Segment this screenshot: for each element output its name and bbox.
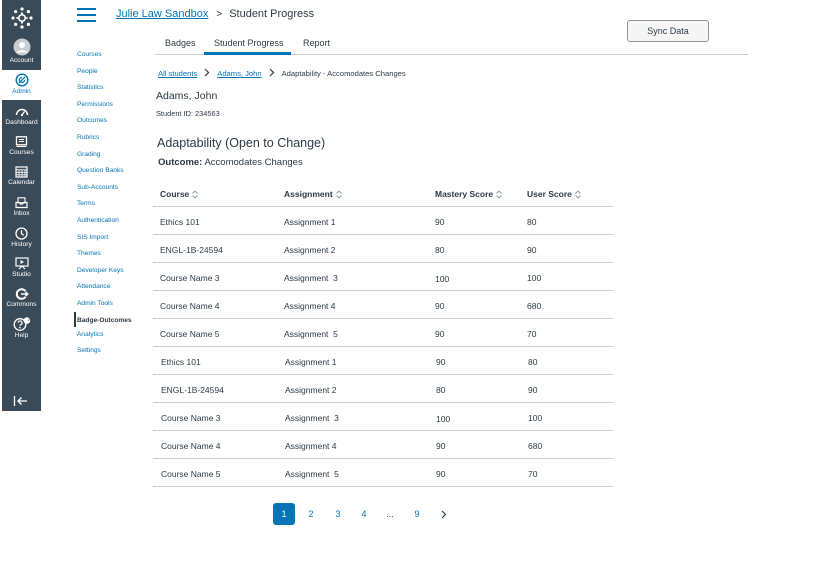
- next-page-icon[interactable]: [437, 503, 451, 525]
- subnav-sub-accounts[interactable]: Sub-Accounts: [77, 184, 119, 191]
- subnav-sis-import[interactable]: SIS Import: [77, 234, 109, 241]
- cell-mastery-score: 90: [436, 469, 446, 479]
- column-header-label: User Score: [527, 189, 572, 199]
- breadcrumb-all-students-link[interactable]: All students: [158, 69, 198, 78]
- column-header-label: Course: [160, 189, 190, 199]
- column-header-assignment[interactable]: [284, 189, 342, 199]
- nav-admin[interactable]: [2, 70, 41, 100]
- tab-report[interactable]: Report: [303, 38, 331, 48]
- table-row: [153, 459, 613, 487]
- cell-mastery-score: 80: [436, 385, 446, 395]
- courses-icon: [15, 136, 28, 148]
- chevron-right-icon: [204, 68, 210, 79]
- help-badge: 7: [27, 317, 31, 323]
- nav-account[interactable]: [2, 38, 41, 68]
- history-icon: [15, 227, 28, 240]
- cell-mastery-score: 90: [435, 217, 445, 227]
- breadcrumb-current: Student Progress: [229, 8, 315, 20]
- nav-history-label: History: [11, 241, 32, 248]
- cell-user-score: 70: [528, 469, 538, 479]
- subnav-analytics[interactable]: Analytics: [77, 331, 104, 338]
- cell-mastery-score: 90: [435, 329, 445, 339]
- cell-user-score: 70: [527, 329, 537, 339]
- page-button-3[interactable]: 3: [335, 509, 341, 519]
- cell-course: Ethics 101: [161, 357, 201, 367]
- subnav-permissions[interactable]: Permissions: [77, 101, 113, 108]
- studio-icon: [15, 257, 29, 270]
- student-id-label: Student ID:: [156, 109, 193, 118]
- subnav-courses[interactable]: Courses: [77, 51, 102, 58]
- column-header-mastery-score[interactable]: [435, 189, 502, 199]
- subnav-outcomes[interactable]: Outcomes: [77, 117, 108, 124]
- cell-course: Course Name 5: [161, 469, 221, 479]
- cell-course: ENGL-1B-24594: [160, 245, 223, 255]
- nav-courses[interactable]: [2, 136, 41, 162]
- cell-assignment: Assignment 5: [284, 329, 338, 339]
- nav-history[interactable]: [2, 227, 41, 253]
- nav-help[interactable]: [2, 317, 41, 343]
- column-header-label: Assignment: [284, 189, 333, 199]
- cell-course: Course Name 3: [160, 273, 220, 283]
- page-button-4[interactable]: 4: [361, 509, 367, 519]
- cell-mastery-score: 80: [435, 245, 445, 255]
- cell-user-score: 90: [527, 245, 537, 255]
- student-breadcrumb: [158, 68, 406, 79]
- nav-help-label: Help: [14, 332, 29, 339]
- cell-mastery-score: 100: [435, 274, 450, 284]
- subnav-admin-tools[interactable]: Admin Tools: [77, 300, 113, 307]
- tab-student-progress[interactable]: Student Progress: [214, 38, 284, 48]
- sort-icon: [496, 190, 502, 199]
- table-row: [153, 347, 613, 375]
- table-row: [153, 403, 613, 431]
- nav-courses-label: Courses: [9, 149, 34, 156]
- table-row: [153, 431, 613, 459]
- table-row: [153, 375, 613, 403]
- cell-assignment: Assignment 3: [285, 413, 339, 423]
- table-row: [153, 291, 613, 319]
- admin-icon: [15, 73, 29, 87]
- cell-mastery-score: 90: [435, 301, 445, 311]
- breadcrumb-current-outcome: Adaptability - Accomodates Changes: [281, 69, 406, 78]
- subnav-attendance[interactable]: Attendance: [77, 283, 111, 290]
- student-id-value: 234563: [195, 109, 220, 118]
- tab-bar: [155, 35, 748, 55]
- sort-icon: [575, 190, 581, 199]
- canvas-logo-icon[interactable]: [2, 2, 41, 34]
- hamburger-menu-icon[interactable]: [77, 8, 96, 22]
- sort-icon: [336, 190, 342, 199]
- breadcrumb-student-link[interactable]: Adams, John: [217, 69, 262, 78]
- outcome-value: Accomodates Changes: [204, 157, 303, 168]
- subnav-active-indicator: [74, 312, 76, 327]
- nav-studio-label: Studio: [12, 271, 31, 278]
- cell-assignment: Assignment 2: [285, 385, 337, 395]
- nav-admin-label: Admin: [12, 88, 31, 95]
- subnav-question-banks[interactable]: Question Banks: [77, 167, 124, 174]
- cell-course: ENGL-1B-24594: [161, 385, 224, 395]
- subnav-authentication[interactable]: Authentication: [77, 217, 119, 224]
- page-ellipsis: ...: [386, 509, 394, 519]
- nav-inbox[interactable]: [2, 197, 41, 223]
- cell-assignment: Assignment 5: [285, 469, 339, 479]
- cell-mastery-score: 90: [436, 441, 446, 451]
- cell-course: Course Name 4: [160, 301, 220, 311]
- tab-badges[interactable]: Badges: [165, 38, 196, 48]
- subnav-terms[interactable]: Terms: [77, 200, 95, 207]
- cell-user-score: 80: [527, 217, 537, 227]
- column-header-label: Mastery Score: [435, 189, 494, 199]
- cell-user-score: 90: [528, 385, 538, 395]
- page-button-1[interactable]: 1: [273, 503, 295, 525]
- cell-assignment: Assignment 1: [285, 357, 337, 367]
- inbox-icon: [15, 197, 28, 209]
- cell-course: Course Name 3: [161, 413, 221, 423]
- nav-dashboard-label: Dashboard: [5, 119, 38, 126]
- subnav-badge-outcomes[interactable]: Badge-Outcomes: [77, 317, 132, 324]
- cell-course: Ethics 101: [160, 217, 200, 227]
- scores-table: [153, 180, 613, 487]
- nav-inbox-label: Inbox: [13, 210, 30, 217]
- cell-assignment: Assignment 1: [284, 217, 336, 227]
- nav-studio[interactable]: [2, 257, 41, 283]
- sort-icon: [192, 190, 198, 199]
- student-id: [156, 109, 220, 118]
- cell-assignment: Assignment 2: [284, 245, 336, 255]
- nav-commons-label: Commons: [6, 301, 37, 308]
- subnav-statistics[interactable]: Statistics: [77, 84, 104, 91]
- cell-course: Course Name 5: [160, 329, 220, 339]
- cell-mastery-score: 100: [436, 414, 451, 424]
- subnav-grading[interactable]: Grading: [77, 151, 101, 158]
- subnav-themes[interactable]: Themes: [77, 250, 101, 257]
- table-row: [153, 319, 613, 347]
- cell-assignment: Assignment 4: [284, 301, 336, 311]
- cell-user-score: 680: [527, 301, 542, 311]
- cell-user-score: 100: [527, 273, 542, 283]
- account-icon: [13, 38, 31, 56]
- page-button-2[interactable]: 2: [308, 509, 314, 519]
- cell-assignment: Assignment 4: [285, 441, 337, 451]
- outcome-line: [158, 157, 303, 168]
- dashboard-icon: [15, 106, 29, 118]
- nav-commons[interactable]: [2, 288, 41, 314]
- breadcrumb-separator: >: [216, 8, 223, 20]
- sync-data-button[interactable]: Sync Data: [627, 20, 709, 42]
- cell-user-score: 100: [528, 413, 543, 423]
- subnav-developer-keys[interactable]: Developer Keys: [77, 267, 124, 274]
- subnav-people[interactable]: People: [77, 68, 98, 75]
- student-name: Adams, John: [156, 90, 218, 102]
- nav-calendar-label: Calendar: [8, 179, 35, 186]
- collapse-nav-icon[interactable]: [13, 394, 29, 406]
- table-row: [153, 235, 613, 263]
- cell-mastery-score: 90: [436, 357, 446, 367]
- header-breadcrumb: [116, 8, 314, 20]
- chevron-right-icon: [269, 68, 275, 79]
- page-button-9[interactable]: 9: [414, 509, 420, 519]
- column-header-user-score[interactable]: [527, 189, 581, 199]
- cell-user-score: 80: [528, 357, 538, 367]
- subnav-rubrics[interactable]: Rubrics: [77, 134, 100, 141]
- nav-account-label: Account: [9, 57, 34, 64]
- competency-title: Adaptability (Open to Change): [157, 136, 326, 150]
- commons-icon: [15, 288, 29, 300]
- cell-assignment: Assignment 3: [284, 273, 338, 283]
- table-row: [153, 207, 613, 235]
- outcome-label: Outcome:: [158, 157, 203, 168]
- subnav-settings[interactable]: Settings: [77, 347, 101, 354]
- global-nav: [2, 0, 41, 411]
- active-tab-indicator: [204, 52, 291, 55]
- nav-dashboard[interactable]: [2, 106, 41, 132]
- breadcrumb-sandbox-link[interactable]: Julie Law Sandbox: [116, 8, 209, 20]
- column-header-course[interactable]: [160, 189, 198, 199]
- table-header: [153, 180, 613, 207]
- nav-calendar[interactable]: [2, 166, 41, 192]
- calendar-icon: [15, 166, 28, 178]
- cell-course: Course Name 4: [161, 441, 221, 451]
- cell-user-score: 680: [528, 441, 543, 451]
- table-row: [153, 263, 613, 291]
